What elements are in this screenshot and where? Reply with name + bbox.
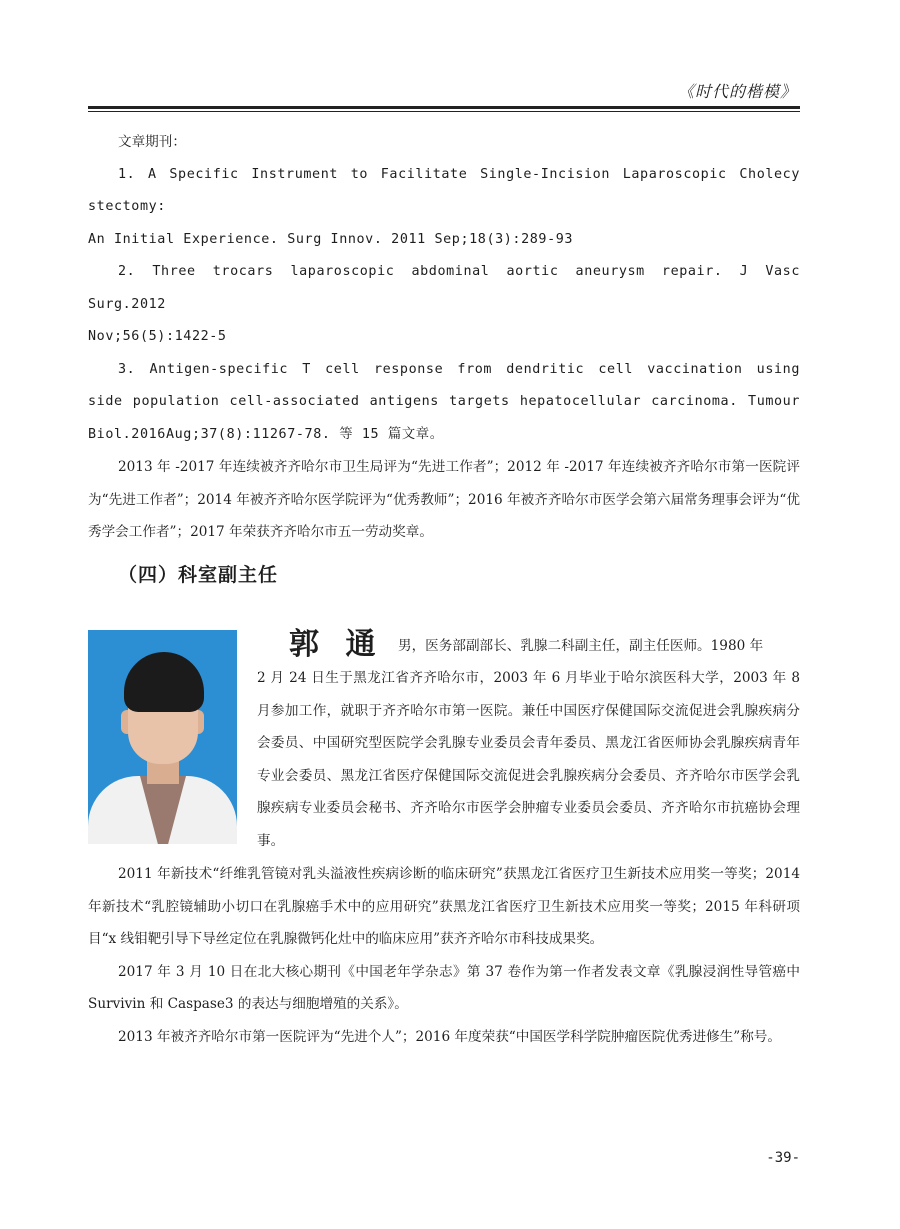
profile-name: 郭 通 xyxy=(289,627,384,662)
achievement-paragraph-2: 2017 年 3 月 10 日在北大核心期刊《中国老年学杂志》第 37 卷作为第一作者发表文章《乳腺浸润性导管癌中 Survivin 和 Caspase3 的表达与细胞增殖的关系》。 xyxy=(88,963,800,1012)
bio-paragraph: 2 月 24 日生于黑龙江省齐齐哈尔市，2003 年 6 月毕业于哈尔滨医科大学，2003 年 8 月参加工作，就职于齐齐哈尔市第一医院。兼任中国医疗保健国际交流促进会乳腺疾病分会委员、中国研究型医院学会乳腺专业委员会青年委员、黑龙江省医师协会乳腺疾病青年专业会委员、黑龙江省医疗保健国际交流促进会乳腺疾病分会委员、齐齐哈尔市医学会乳腺疾病专业委员会秘书、齐齐哈尔市医学会肿瘤专业委员会委员、齐齐哈尔市抗癌协会理事。 xyxy=(257,670,800,849)
bio-first-line: 男，医务部副部长、乳腺二科副主任，副主任医师。1980 年 xyxy=(398,638,764,654)
publication-3-line-3: Biol.2016Aug;37(8):11267-78. 等 15 篇文章。 xyxy=(88,426,444,442)
publications-section xyxy=(88,126,800,549)
honors-paragraph: 2013 年 -2017 年连续被齐齐哈尔市卫生局评为“先进工作者”；2012 年 -2017 年连续被齐齐哈尔市第一医院评为“先进工作者”；2014 年被齐齐哈尔医学院评为“优秀教师”；2016 年被齐齐哈尔市医学会第六届常务理事会评为“优秀学会工作者”；2017 年荣获齐齐哈尔市五一劳动奖章。 xyxy=(88,459,800,540)
publication-3-line-1: 3. Antigen-specific T cell response from dendritic cell vaccination using xyxy=(118,361,800,377)
publication-2-line-2: Nov;56(5):1422-5 xyxy=(88,329,227,344)
achievement-paragraph-1: 2011 年新技术“纤维乳管镜对乳头溢液性疾病诊断的临床研究”获黑龙江省医疗卫生新技术应用奖一等奖；2014 年新技术“乳腔镜辅助小切口在乳腺癌手术中的应用研究”获黑龙江省医疗卫生新技术应用奖一等奖；2015 年科研项目“x 线钼靶引导下导丝定位在乳腺微钙化灶中的临床应用”获齐齐哈尔市科技成果奖。 xyxy=(88,866,800,947)
section-title: （四）科室副主任 xyxy=(118,564,279,586)
publications-heading: 文章期刊： xyxy=(118,134,186,150)
achievements-section xyxy=(88,858,800,1053)
profile-photo xyxy=(88,630,237,844)
publication-3-line-2: side population cell-associated antigens targets hepatocellular carcinoma. Tumour xyxy=(88,394,800,409)
header-rule-thin xyxy=(88,111,800,112)
publication-1-line-2: An Initial Experience. Surg Innov. 2011 Sep;18(3):289-93 xyxy=(88,231,574,247)
running-header: 《时代的楷模》 xyxy=(677,82,797,101)
header-rule-thick xyxy=(88,106,800,109)
publication-2-line-1: 2. Three trocars laparoscopic abdominal aortic aneurysm repair. J Vasc Surg.2012 xyxy=(88,264,800,312)
publication-1-line-1: 1. A Specific Instrument to Facilitate Single-Incision Laparoscopic Cholecy stectomy: xyxy=(88,166,800,214)
achievement-paragraph-3: 2013 年被齐齐哈尔市第一医院评为“先进个人”；2016 年度荣获“中国医学科学院肿瘤医院优秀进修生”称号。 xyxy=(118,1028,781,1045)
page-number: -39- xyxy=(766,1150,800,1166)
